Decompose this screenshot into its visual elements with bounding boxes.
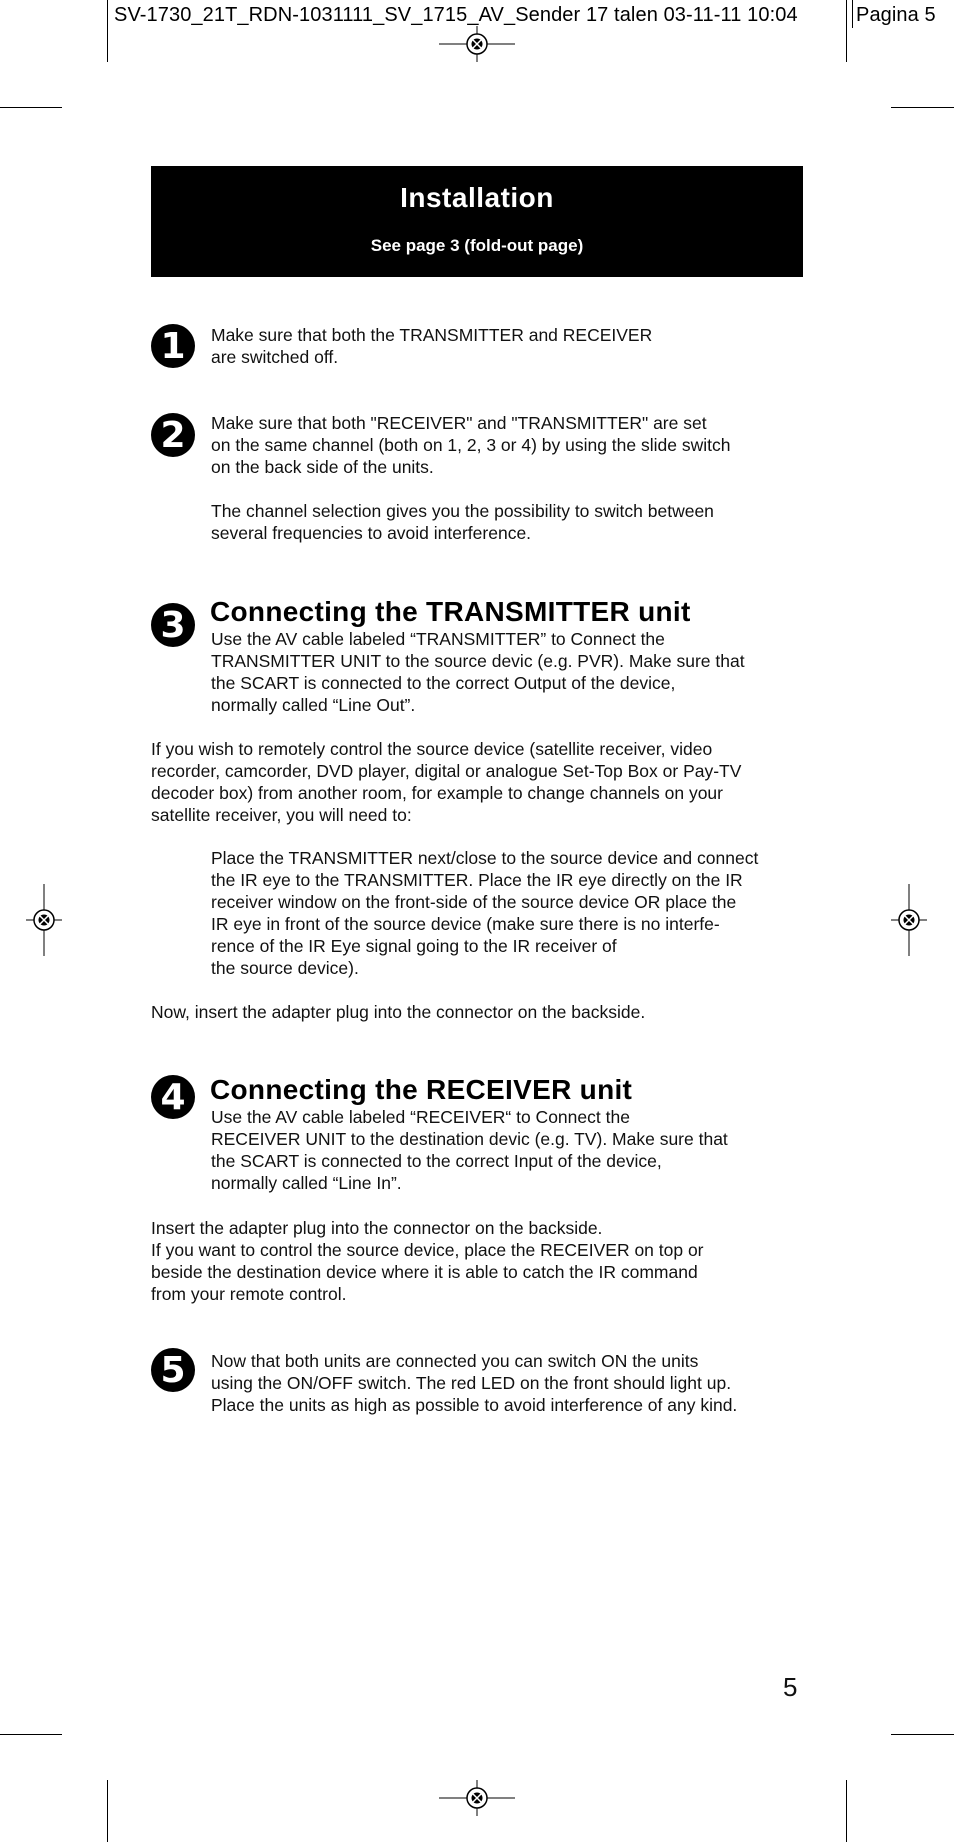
registration-mark-icon [26,884,62,956]
step-3-heading: Connecting the TRANSMITTER unit [210,596,691,627]
banner-subtitle: See page 3 (fold-out page) [370,236,584,255]
step-number-icon: 5 [151,1348,195,1392]
section-banner [151,166,803,277]
crop-mark [0,1734,62,1735]
step-1-text: Make sure that both the TRANSMITTER and RECEIVER are switched off. [211,325,653,367]
page-number: 5 [783,1672,798,1702]
registration-mark-icon [439,1780,515,1816]
registration-mark-icon [891,884,927,956]
step-number-icon: 2 [151,413,195,457]
step-4-text: Use the AV cable labeled “RECEIVER“ to Connect the RECEIVER UNIT to the destination devic (e.g. TV). Make sure that the SCART is connected to the correct Input of the device, normally called “Line In”. [211,1107,728,1193]
crop-mark [846,0,847,62]
step-3-text: Use the AV cable labeled “TRANSMITTER” to Connect the TRANSMITTER UNIT to the source devic (e.g. PVR). Make sure that the SCART is connected to the correct Output of the device, normally called “Line Out”. [211,629,745,715]
slug-page-label: Pagina 5 [856,4,936,26]
crop-mark [0,107,62,108]
adapter-text: Now, insert the adapter plug into the connector on the backside. [151,1002,646,1022]
step-number-icon: 3 [151,603,195,647]
crop-mark [852,0,853,28]
crop-mark [891,107,954,108]
crop-mark [846,1780,847,1842]
step-2-note: The channel selection gives you the possibility to switch between several frequencies to avoid interference. [211,501,714,543]
crop-mark [107,0,108,62]
print-slug [114,4,954,27]
step-5-text: Now that both units are connected you can switch ON the units using the ON/OFF switch. The red LED on the front should light up. Place the units as high as possible to avoid interference of any kind. [211,1351,738,1415]
step-number-icon: 4 [151,1075,195,1119]
banner-title: Installation [400,182,554,213]
step-number-icon: 1 [151,324,195,368]
step-4-heading: Connecting the RECEIVER unit [210,1074,633,1105]
step-2-text: Make sure that both "RECEIVER" and "TRANSMITTER" are set on the same channel (both on 1, 2, 3 or 4) by using the slide switch on the back side of the units. [211,413,731,477]
registration-mark-icon [439,26,515,62]
ir-eye-instructions: Place the TRANSMITTER next/close to the source device and connect the IR eye to the TRANSMITTER. Place the IR eye directly on the IR receiver window on the front-side of the source device OR place the IR eye in front of the source device (make sure there is no interfe- rence of the IR Eye signal going to the IR receiver of the source device). [211,848,759,978]
crop-mark [891,1734,954,1735]
slug-text: SV-1730_21T_RDN-1031111_SV_1715_AV_Sender 17 talen 03-11-11 10:04 [114,4,798,26]
remote-control-text: If you wish to remotely control the source device (satellite receiver, video recorder, camcorder, DVD player, digital or analogue Set-Top Box or Pay-TV decoder box) from another room, for example to change channels on your satellite receiver, you will need to: [151,739,742,825]
receiver-placement-text: Insert the adapter plug into the connector on the backside. If you want to control the source device, place the RECEIVER on top or beside the destination device where it is able to catch the IR command from your remote control. [151,1218,704,1304]
crop-mark [107,1780,108,1842]
